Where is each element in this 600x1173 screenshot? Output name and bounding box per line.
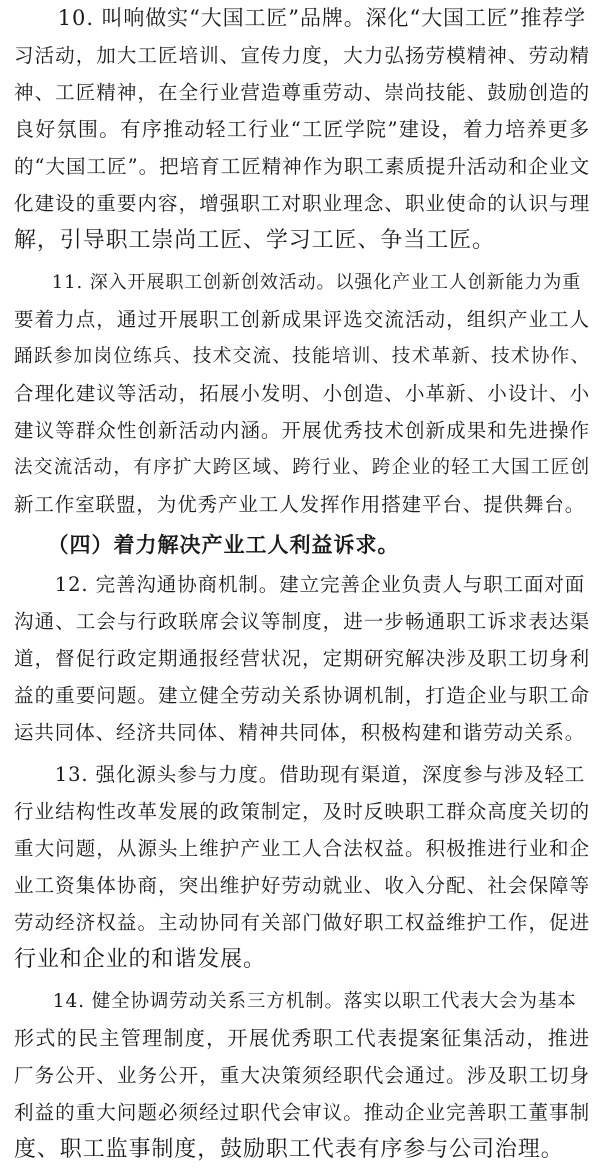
- text-line: 踊跃参加岗位练兵、技术交流、技能培训、技术革新、技术协作、: [14, 346, 590, 367]
- text-line: 形式的民主管理制度，开展优秀职工代表提案征集活动，推进: [14, 1026, 590, 1050]
- text-line: 道，督促行政定期通报经营状况，定期研究解决涉及职工切身利: [14, 647, 590, 670]
- text-line: 业工资集体协商，突出维护好劳动就业、收入分配、社会保障等: [14, 874, 590, 897]
- document-page: [14, 0, 590, 1173]
- text-line: 行业和企业的和谐发展。: [14, 947, 266, 972]
- text-line: 重大问题，从源头上维护产业工人合法权益。积极推进行业和企: [14, 837, 590, 860]
- text-line: 运共同体、经济共同体、精神共同体，积极构建和谐劳动关系。: [14, 721, 586, 744]
- text-line: 合理化建议等活动，拓展小发明、小创造、小革新、小设计、小: [14, 382, 590, 405]
- text-line: 习活动，加大工匠培训、宣传力度，大力弘扬劳模精神、劳动精: [14, 44, 590, 67]
- text-line: 要着力点，通过开展职工创新成果评选交流活动，组织产业工人: [14, 308, 590, 331]
- text-line: 良好氛围。有序推动轻工行业“工匠学院”建设，着力培养更多: [14, 117, 590, 141]
- text-line: 13. 强化源头参与力度。借助现有渠道，深度参与涉及轻工: [14, 763, 586, 786]
- text-line: 益的重要问题。建立健全劳动关系协调机制，打造企业与职工命: [14, 684, 590, 707]
- text-line: 14. 健全协调劳动关系三方机制。落实以职工代表大会为基本: [14, 991, 577, 1012]
- text-line: 12. 完善沟通协商机制。建立完善企业负责人与职工面对面: [14, 573, 586, 596]
- text-line: 厂务公开、业务公开，重大决策须经职代会通过。涉及职工切身: [14, 1064, 590, 1087]
- text-line: 建议等群众性创新活动内涵。开展优秀技术创新成果和先进操作: [14, 419, 590, 442]
- section-heading: （四）着力解决产业工人利益诉求。: [14, 532, 400, 557]
- text-line: 沟通、工会与行政联席会议等制度，进一步畅通职工诉求表达渠: [14, 610, 590, 633]
- text-line: 神、工匠精神，在全行业营造尊重劳动、崇尚技能、鼓励创造的: [14, 81, 590, 104]
- text-line: 劳动经济权益。主动协同有关部门做好职工权益维护工作，促进: [14, 911, 590, 934]
- text-line: 行业结构性改革发展的政策制定，及时反映职工群众高度关切的: [14, 800, 590, 823]
- text-line: 10. 叫响做实“大国工匠”品牌。深化“大国工匠”推荐学: [14, 6, 587, 30]
- text-line: 化建设的重要内容，增强职工对职业理念、职业使命的认识与理: [14, 192, 590, 215]
- text-line: 度、职工监事制度，鼓励职工代表有序参与公司治理。: [14, 1137, 564, 1162]
- text-line: 法交流活动，有序扩大跨区域、跨行业、跨企业的轻工大国工匠创: [14, 457, 590, 478]
- text-line: 利益的重大问题必须经过职代会审议。推动企业完善职工董事制: [14, 1101, 590, 1124]
- text-line: 新工作室联盟，为优秀产业工人发挥作用搭建平台、提供舞台。: [14, 493, 586, 516]
- text-line: 解，引导职工崇尚工匠、学习工匠、争当工匠。: [14, 228, 495, 253]
- text-line: 的“大国工匠”。把培育工匠精神作为职工素质提升活动和企业文: [14, 155, 590, 178]
- text-line: 11. 深入开展职工创新创效活动。以强化产业工人创新能力为重: [14, 272, 582, 293]
